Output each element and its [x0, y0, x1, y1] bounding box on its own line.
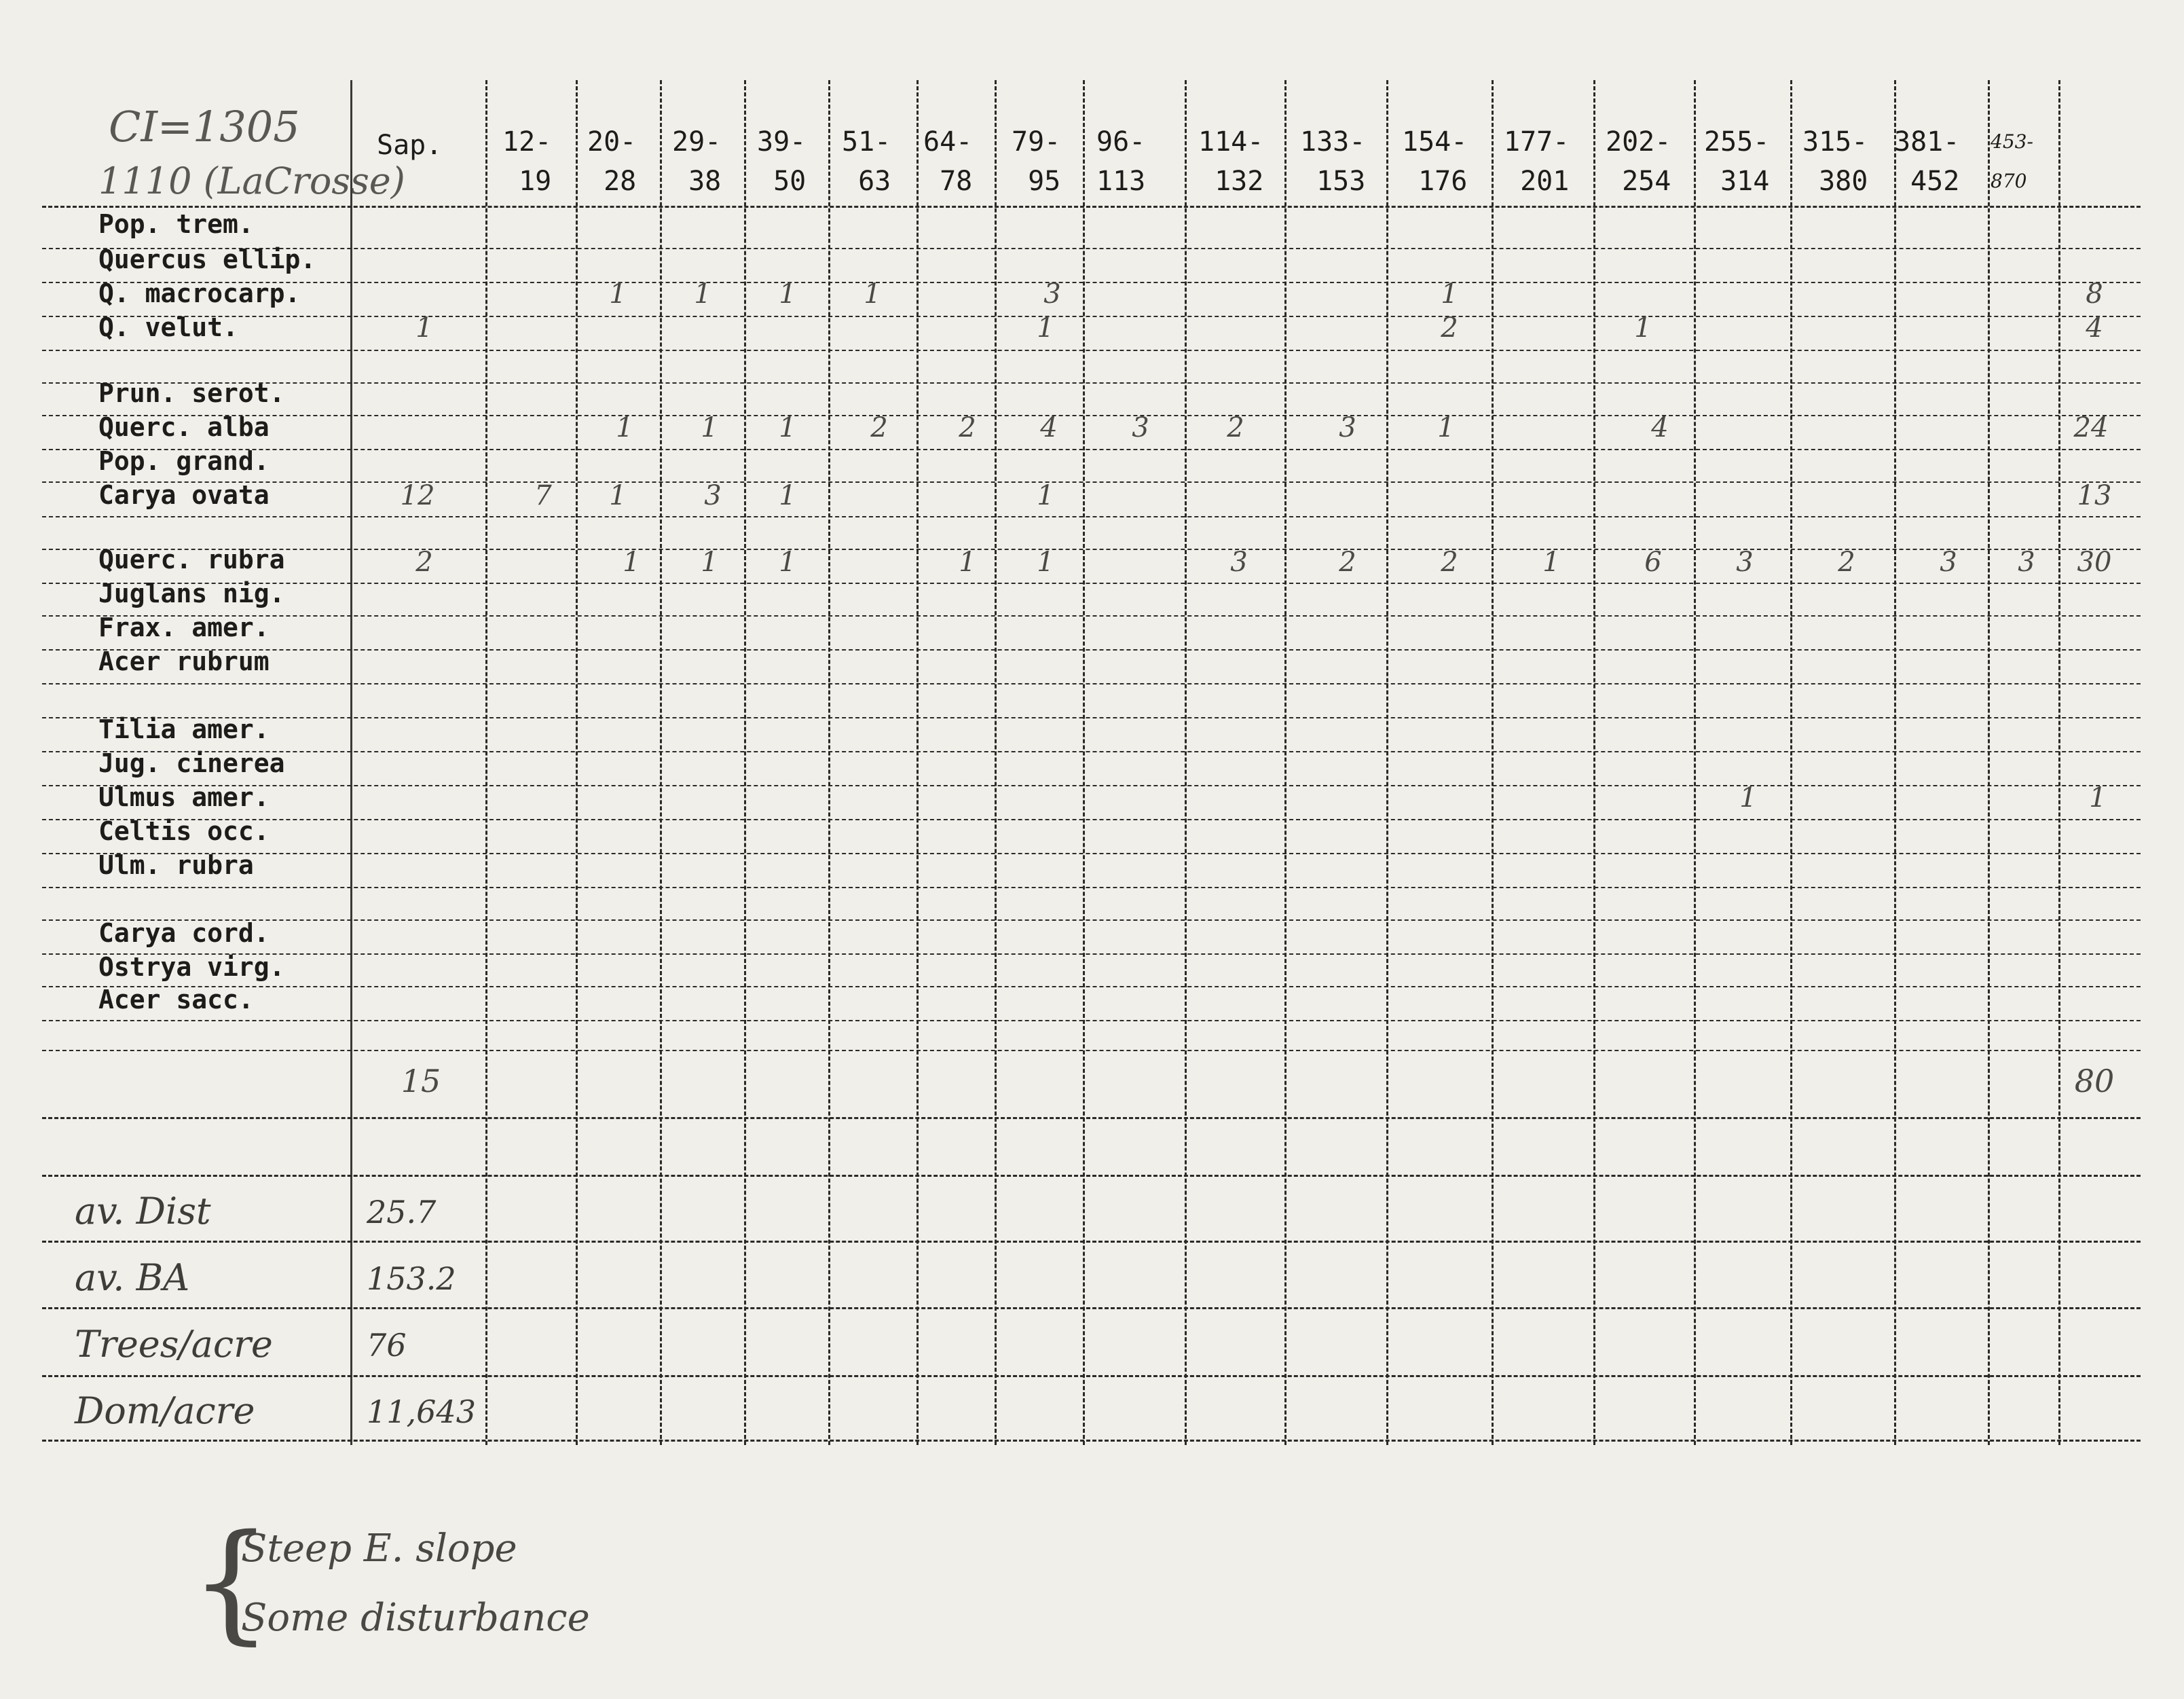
header-class-453: 453- 870	[1991, 130, 2033, 192]
tally-cell: 12	[400, 480, 435, 511]
tally-cell: 1	[1037, 480, 1054, 511]
species-pop-trem: Pop. trem.	[98, 209, 254, 239]
tally-cell: 1	[1542, 547, 1560, 578]
tally-cell: 1	[694, 278, 711, 310]
stat-label-av-dist: av. Dist	[75, 1190, 211, 1232]
tally-cell: 1	[1739, 782, 1757, 814]
grand-total: 80	[2074, 1063, 2115, 1099]
tally-total: 30	[2077, 547, 2112, 578]
tally-cell: 3	[1736, 547, 1754, 578]
brace-mark: {	[190, 1507, 272, 1657]
species-prun-serot: Prun. serot.	[98, 378, 285, 408]
note-slope: Steep E. slope	[241, 1527, 517, 1571]
header-class-114: 114- 132	[1198, 126, 1264, 197]
tally-cell: 3	[1043, 278, 1061, 310]
header-class-154: 154- 176	[1402, 126, 1468, 197]
site-code: CI=1305	[109, 102, 300, 151]
species-carya-cord: Carya cord.	[98, 918, 270, 948]
stat-value-av-ba: 153.2	[367, 1260, 456, 1297]
species-celtis-occ: Celtis occ.	[98, 816, 270, 846]
tally-total: 8	[2086, 278, 2103, 310]
tally-cell: 1	[1437, 412, 1455, 443]
tally-cell: 1	[1634, 312, 1652, 344]
tally-cell: 1	[701, 547, 718, 578]
header-class-202: 202- 254	[1606, 126, 1671, 197]
species-q-macrocarp: Q. macrocarp.	[98, 278, 301, 308]
header-class-255: 255- 314	[1704, 126, 1770, 197]
header-class-29: 29- 38	[672, 126, 722, 197]
tally-cell: 4	[1651, 412, 1669, 443]
tally-cell: 7	[534, 480, 552, 511]
species-juglans-nig: Juglans nig.	[98, 579, 285, 608]
stat-label-av-ba: av. BA	[75, 1256, 190, 1299]
tally-cell: 3	[1940, 547, 1957, 578]
species-acer-sacc: Acer sacc.	[98, 985, 254, 1015]
tally-cell: 4	[1040, 412, 1058, 443]
tally-cell: 1	[623, 547, 640, 578]
tally-cell: 3	[2018, 547, 2035, 578]
tally-cell: 2	[1838, 547, 1855, 578]
tally-cell: 1	[779, 547, 796, 578]
species-carya-ovata: Carya ovata	[98, 480, 270, 510]
species-tilia-amer: Tilia amer.	[98, 714, 270, 744]
header-class-96: 96- 113	[1096, 126, 1146, 197]
tally-cell: 1	[1037, 312, 1054, 344]
header-class-20: 20- 28	[587, 126, 637, 197]
header-class-64: 64- 78	[923, 126, 973, 197]
tally-cell: 1	[609, 480, 627, 511]
species-pop-grand: Pop. grand.	[98, 446, 270, 476]
species-frax-amer: Frax. amer.	[98, 613, 270, 642]
tally-cell: 1	[415, 312, 433, 344]
species-ostrya-virg: Ostrya virg.	[98, 952, 285, 982]
tally-total: 24	[2073, 412, 2109, 443]
stat-label-dom-acre: Dom/acre	[75, 1389, 255, 1432]
header-class-381: 381- 452	[1894, 126, 1960, 197]
tally-cell: 3	[704, 480, 722, 511]
tally-cell: 1	[609, 278, 627, 310]
species-querc-alba: Querc. alba	[98, 412, 270, 442]
tally-total: 4	[2086, 312, 2103, 344]
tally-cell: 1	[779, 480, 796, 511]
site-location: 1110 (LaCrosse)	[98, 160, 405, 202]
tally-cell: 2	[1441, 547, 1458, 578]
header-class-133: 133- 153	[1300, 126, 1366, 197]
tally-cell: 1	[779, 412, 796, 443]
tally-cell: 1	[864, 278, 881, 310]
species-quercus-ellip: Quercus ellip.	[98, 244, 316, 274]
sap-total: 15	[401, 1063, 441, 1099]
species-ulm-rubra: Ulm. rubra	[98, 850, 254, 880]
species-querc-rubra: Querc. rubra	[98, 545, 285, 574]
note-disturbance: Some disturbance	[241, 1596, 590, 1640]
species-ulmus-amer: Ulmus amer.	[98, 782, 270, 812]
species-q-velut: Q. velut.	[98, 312, 238, 342]
header-class-79: 79- 95	[1012, 126, 1061, 197]
tally-cell: 3	[1132, 412, 1149, 443]
stat-value-trees-acre: 76	[367, 1327, 407, 1364]
tally-cell: 2	[1339, 547, 1356, 578]
tally-cell: 2	[1441, 312, 1458, 344]
header-class-12: 12- 19	[502, 126, 552, 197]
species-acer-rubrum: Acer rubrum	[98, 646, 270, 676]
tally-cell: 3	[1339, 412, 1356, 443]
tally-cell: 2	[870, 412, 888, 443]
tally-cell: 1	[701, 412, 718, 443]
header-class-177: 177- 201	[1504, 126, 1570, 197]
tally-cell: 2	[415, 547, 433, 578]
tally-total: 13	[2077, 480, 2112, 511]
stat-value-dom-acre: 11,643	[367, 1393, 476, 1430]
stat-value-av-dist: 25.7	[367, 1194, 437, 1230]
tally-cell: 1	[779, 278, 796, 310]
header-class-39: 39- 50	[757, 126, 807, 197]
tally-cell: 1	[959, 547, 976, 578]
stat-label-trees-acre: Trees/acre	[75, 1323, 273, 1366]
tally-cell: 3	[1230, 547, 1248, 578]
header-class-51: 51- 63	[842, 126, 891, 197]
tally-cell: 1	[616, 412, 633, 443]
tally-total: 1	[2089, 782, 2107, 814]
tally-cell: 6	[1644, 547, 1662, 578]
header-sap: Sap.	[377, 130, 443, 161]
species-jug-cinerea: Jug. cinerea	[98, 748, 285, 778]
tally-cell: 2	[959, 412, 976, 443]
tally-cell: 1	[1037, 547, 1054, 578]
tally-cell: 2	[1227, 412, 1244, 443]
tally-cell: 1	[1441, 278, 1458, 310]
header-class-315: 315- 380	[1802, 126, 1868, 197]
